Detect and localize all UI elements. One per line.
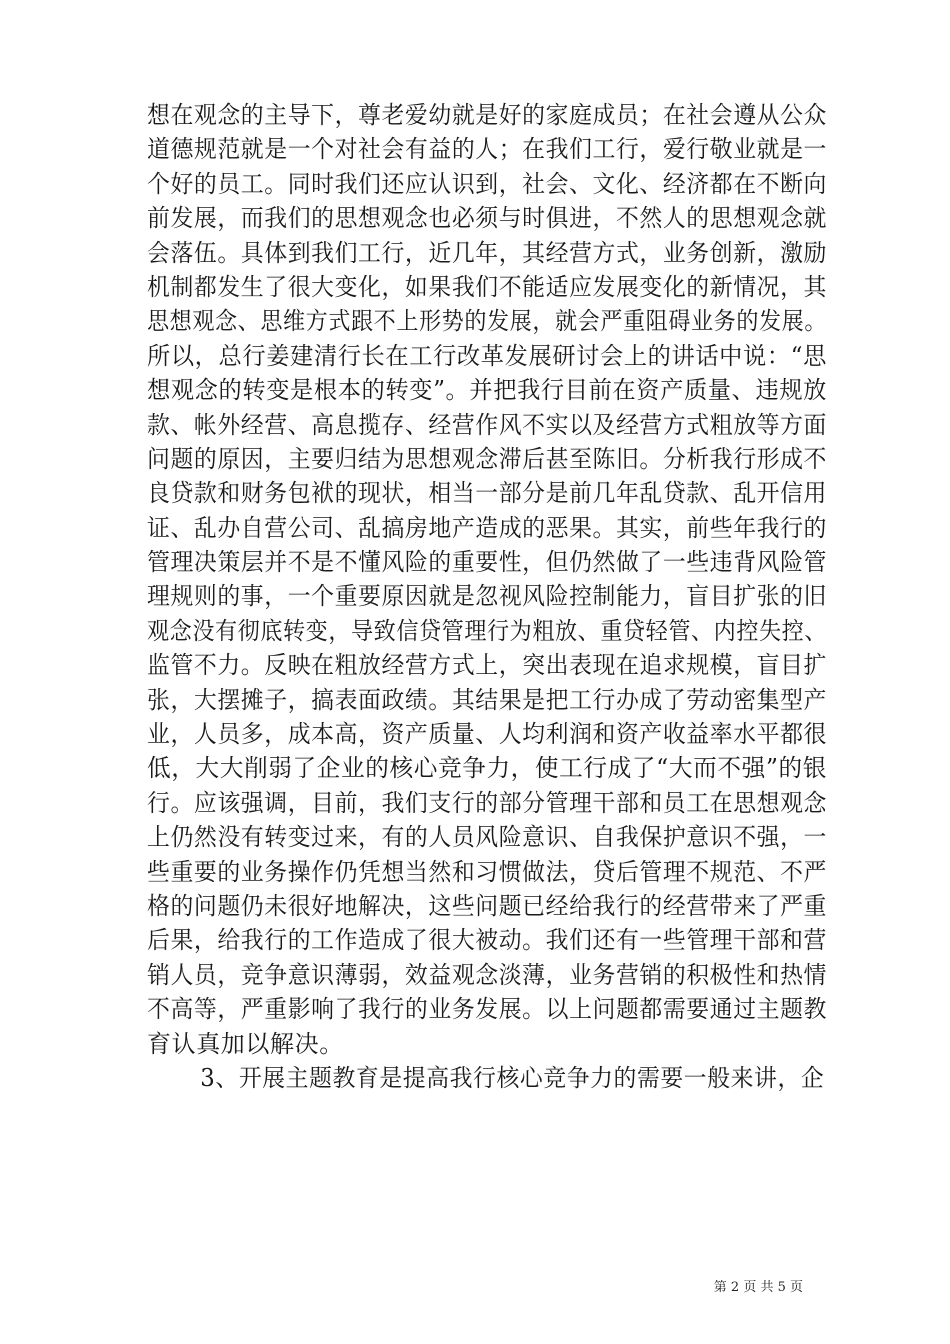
text-line-8: 所以，总行姜建清行长在工行改革发展研讨会上的讲话中说：“思	[147, 341, 827, 370]
text-line-11: 问题的原因，主要归结为思想观念滞后甚至陈旧。分析我行形成不	[147, 444, 827, 473]
text-line-26: 销人员，竞争意识薄弱，效益观念淡薄，业务营销的积极性和热情	[147, 960, 827, 989]
text-line-22: 上仍然没有转变过来，有的人员风险意识、自我保护意识不强，一	[147, 823, 827, 852]
text-line-7: 思想观念、思维方式跟不上形势的发展，就会严重阻碍业务的发展。	[147, 307, 827, 336]
text-line-2: 道德规范就是一个对社会有益的人；在我们工行，爱行敬业就是一	[147, 135, 827, 164]
text-line-19: 业，人员多，成本高，资产质量、人均利润和资产收益率水平都很	[147, 720, 827, 749]
body-text	[147, 98, 827, 1095]
text-line-4: 前发展，而我们的思想观念也必须与时俱进，不然人的思想观念就	[147, 204, 827, 233]
text-line-21: 行。应该强调，目前，我们支行的部分管理干部和员工在思想观念	[147, 788, 827, 817]
text-line-12: 良贷款和财务包袱的现状，相当一部分是前几年乱贷款、乱开信用	[147, 479, 827, 508]
text-line-18: 张，大摆摊子，搞表面政绩。其结果是把工行办成了劳动密集型产	[147, 685, 827, 714]
text-line-25: 后果，给我行的工作造成了很大被动。我们还有一些管理干部和营	[147, 926, 827, 955]
text-line-16: 观念没有彻底转变，导致信贷管理行为粗放、重贷轻管、内控失控、	[147, 616, 827, 645]
section-heading-line: 3、开展主题教育是提高我行核心竞争力的需要一般来讲，企	[200, 1063, 825, 1092]
text-line-20: 低，大大削弱了企业的核心竞争力，使工行成了“大而不强”的银	[147, 754, 827, 783]
text-line-1: 想在观念的主导下，尊老爱幼就是好的家庭成员；在社会遵从公众	[147, 101, 827, 129]
text-line-9: 想观念的转变是根本的转变”。并把我行目前在资产质量、违规放	[147, 376, 827, 405]
text-line-24: 格的问题仍未很好地解决，这些问题已经给我行的经营带来了严重	[147, 891, 827, 920]
text-line-10: 款、帐外经营、高息揽存、经营作风不实以及经营方式粗放等方面	[147, 410, 827, 439]
text-line-27: 不高等，严重影响了我行的业务发展。以上问题都需要通过主题教	[147, 995, 827, 1024]
text-line-17: 监管不力。反映在粗放经营方式上，突出表现在追求规模，盲目扩	[147, 651, 827, 680]
text-line-6: 机制都发生了很大变化，如果我们不能适应发展变化的新情况，其	[147, 272, 827, 301]
text-line-28: 育认真加以解决。	[147, 1029, 344, 1058]
text-line-13: 证、乱办自营公司、乱搞房地产造成的恶果。其实，前些年我行的	[147, 513, 827, 542]
text-line-23: 些重要的业务操作仍凭想当然和习惯做法，贷后管理不规范、不严	[147, 857, 827, 886]
text-line-3: 个好的员工。同时我们还应认识到，社会、文化、经济都在不断向	[147, 169, 827, 198]
text-line-15: 理规则的事，一个重要原因就是忽视风险控制能力，盲目扩张的旧	[147, 582, 827, 611]
page-number-footer: 第 2 页 共 5 页	[713, 1280, 803, 1295]
text-line-5: 会落伍。具体到我们工行，近几年，其经营方式，业务创新，激励	[147, 238, 827, 267]
text-line-14: 管理决策层并不是不懂风险的重要性，但仍然做了一些违背风险管	[147, 548, 827, 577]
